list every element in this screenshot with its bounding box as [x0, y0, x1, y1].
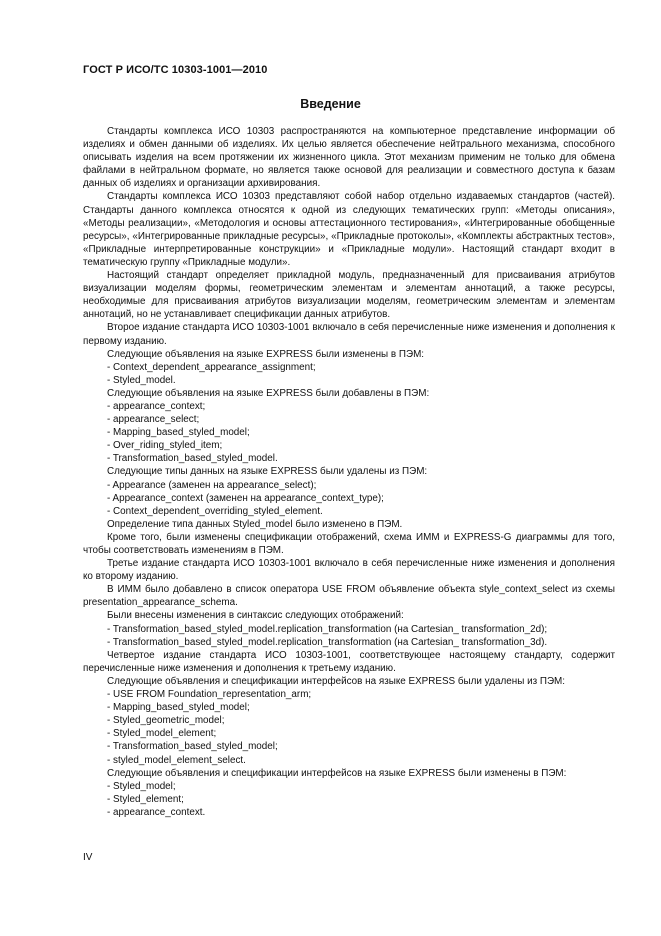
paragraph: В ИММ было добавлено в список оператора USE FROM объявление объекта style_context_select из схемы presentation_appearance_schema.: [83, 584, 615, 609]
list-item: - Styled_model;: [107, 780, 176, 792]
list-item: - Mapping_based_styled_model;: [107, 427, 250, 439]
list-heading: Следующие объявления и спецификации интерфейсов на языке EXPRESS были изменены в ПЭМ:: [107, 767, 567, 779]
list-item: - Styled_model.: [107, 374, 176, 386]
list-item: - appearance_select;: [107, 414, 200, 426]
list-item: - USE FROM Foundation_representation_arm;: [107, 689, 312, 701]
list-heading: Следующие объявления на языке EXPRESS были изменены в ПЭМ:: [107, 348, 425, 360]
list-item: - Transformation_based_styled_model.replication_transformation (на Cartesian_ transformation_3d).: [107, 636, 548, 648]
list-item: - Styled_model_element;: [107, 728, 217, 740]
list-item: - Styled_geometric_model;: [107, 715, 225, 727]
list-item: - appearance_context;: [107, 400, 206, 412]
list-heading: Были внесены изменения в синтаксис следующих отображений:: [107, 610, 404, 622]
list-item: - styled_model_element_select.: [107, 754, 246, 766]
list-item: - Appearance (заменен на appearance_select);: [107, 479, 317, 491]
paragraph: Четвертое издание стандарта ИСО 10303-1001, соответствующее настоящему стандарту, содержит перечисленные ниже изменения и дополнения к третьему изданию.: [83, 649, 615, 674]
list-heading: Следующие объявления на языке EXPRESS были добавлены в ПЭМ:: [107, 387, 430, 399]
paragraph: Кроме того, были изменены спецификации отображений, схема ИММ и EXPRESS-G диаграммы для того, чтобы соответствовать изменениям в ПЭМ.: [83, 531, 615, 556]
section-title: Введение: [300, 97, 361, 111]
list-item: - Styled_element;: [107, 793, 184, 805]
document-body: [83, 125, 615, 819]
list-item: - Mapping_based_styled_model;: [107, 702, 250, 714]
list-item: - Context_dependent_appearance_assignment;: [107, 361, 316, 373]
paragraph: Второе издание стандарта ИСО 10303-1001 включало в себя перечисленные ниже изменения и дополнения к первому изданию.: [83, 322, 615, 347]
paragraph: Третье издание стандарта ИСО 10303-1001 включало в себя перечисленные ниже изменения и дополнения ко второму изданию.: [83, 558, 615, 583]
list-item: - Transformation_based_styled_model.: [107, 453, 278, 465]
list-item: - Context_dependent_overriding_styled_element.: [107, 505, 323, 517]
list-heading: Определение типа данных Styled_model было изменено в ПЭМ.: [107, 518, 403, 530]
paragraph: Стандарты комплекса ИСО 10303 представляют собой набор отдельно издаваемых стандартов (частей). Стандарты данного комплекса относятся к одной из следующих тематических групп: «Методы описания», «Методы реализации», «Методология и основы аттестационного тестирования», «Интегрированные обобщенные ресурсы», «Интегрированные прикладные ресурсы», «Прикладные протоколы», «Комплекты абстрактных тестов», «Прикладные интерпретированные конструкции» и «Прикладные модули». Настоящий стандарт входит в тематическую группу «Прикладные модули».: [83, 191, 615, 268]
paragraph: Стандарты комплекса ИСО 10303 распространяются на компьютерное представление информации об изделиях и обмен данными об изделиях. Их целью является обеспечение нейтрального механизма, способного описывать изделия на всем протяжении их жизненного цикла. Этот механизм применим не только для обмена файлами в нейтральном формате, но является также основой для реализации и совместного доступа к базам данных об изделиях и организации архивирования.: [83, 126, 615, 190]
list-heading: Следующие объявления и спецификации интерфейсов на языке EXPRESS были удалены из ПЭМ:: [107, 675, 566, 687]
paragraph: Настоящий стандарт определяет прикладной модуль, предназначенный для присваивания атрибутов визуализации моделям формы, геометрическим элементам и элементам аннотаций, а также ресурсы, необходимые для присваивания атрибутов визуализации моделям, геометрическим элементам и элементам аннотаций, но не устанавливает спецификации данных атрибутов.: [83, 270, 615, 321]
list-item: - appearance_context.: [107, 806, 206, 818]
standard-header: ГОСТ Р ИСО/ТС 10303-1001—2010: [83, 64, 268, 76]
list-item: - Over_riding_styled_item;: [107, 440, 223, 452]
list-heading: Следующие типы данных на языке EXPRESS были удалены из ПЭМ:: [107, 466, 428, 478]
list-item: - Transformation_based_styled_model;: [107, 741, 278, 753]
page-number: IV: [83, 852, 93, 863]
list-item: - Appearance_context (заменен на appearance_context_type);: [107, 492, 384, 504]
list-item: - Transformation_based_styled_model.replication_transformation (на Cartesian_ transformation_2d);: [107, 623, 548, 635]
